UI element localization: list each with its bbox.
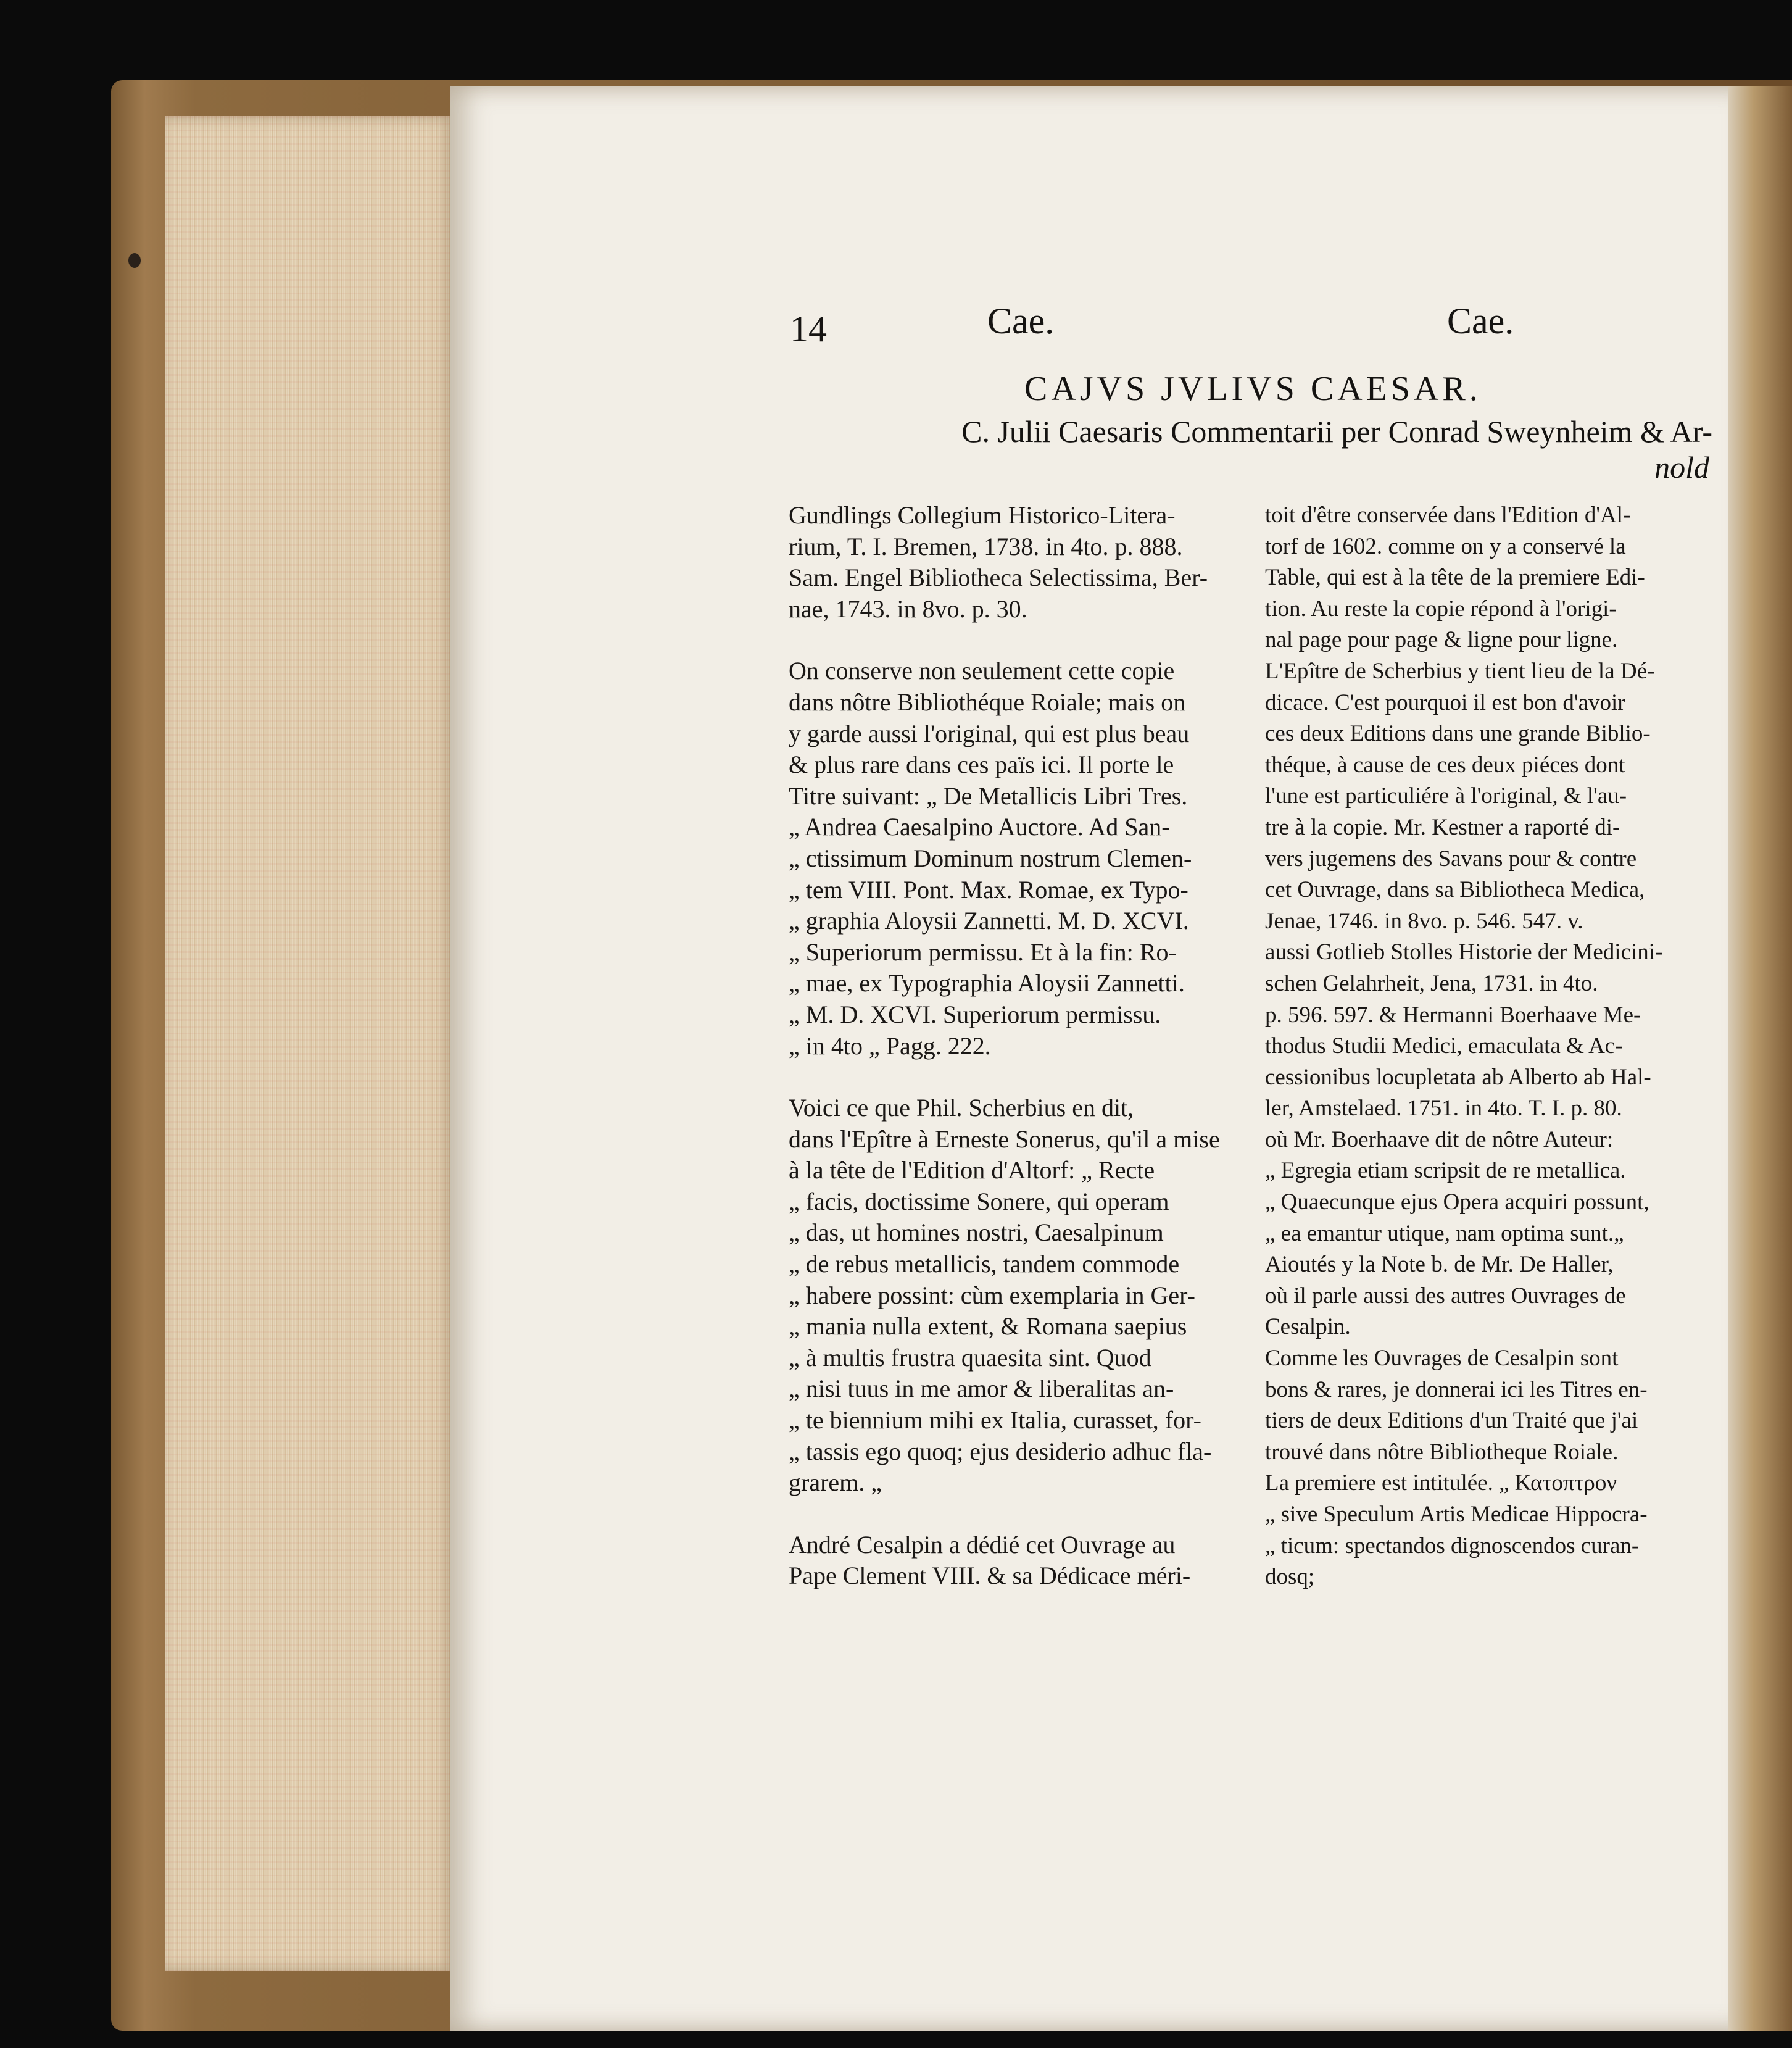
text-line: cet Ouvrage, dans sa Bibliotheca Medica, bbox=[1265, 877, 1645, 903]
left-text-column bbox=[789, 500, 1248, 1592]
text-line: où Mr. Boerhaave dit de nôtre Auteur: bbox=[1265, 1126, 1614, 1152]
text-line: „ das, ut homines nostri, Caesalpinum bbox=[789, 1218, 1164, 1247]
text-line: nae, 1743. in 8vo. p. 30. bbox=[789, 594, 1027, 623]
text-line: „ tem VIII. Pont. Max. Romae, ex Typo- bbox=[789, 875, 1188, 904]
text-line: dans l'Epître à Erneste Sonerus, qu'il a mise bbox=[789, 1125, 1220, 1153]
text-line: „ sive Speculum Artis Medicae Hippocra- bbox=[1265, 1502, 1648, 1527]
text-line: grarem. „ bbox=[789, 1468, 882, 1497]
text-line: tion. Au reste la copie répond à l'origi- bbox=[1265, 596, 1617, 622]
text-line: bons & rares, je donnerai ici les Titres en- bbox=[1265, 1376, 1648, 1402]
text-line: Cesalpin. bbox=[1265, 1314, 1351, 1340]
text-line bbox=[789, 625, 1248, 656]
page-stack-edge bbox=[165, 116, 455, 1971]
page-number: 14 bbox=[790, 309, 827, 349]
facing-page-edge bbox=[1728, 86, 1792, 2031]
text-line: & plus rare dans ces païs ici. Il porte le bbox=[789, 751, 1174, 779]
text-line: „ Superiorum permissu. Et à la fin: Ro- bbox=[789, 938, 1177, 966]
text-line: cessionibus locupletata ab Alberto ab Hal- bbox=[1265, 1064, 1651, 1090]
text-line: ces deux Editions dans une grande Biblio- bbox=[1265, 721, 1651, 747]
text-line: „ à multis frustra quaesita sint. Quod bbox=[789, 1343, 1151, 1372]
text-line: trouvé dans nôtre Bibliotheque Roiale. bbox=[1265, 1439, 1619, 1465]
text-line: Comme les Ouvrages de Cesalpin sont bbox=[1265, 1346, 1619, 1372]
text-line: „ de rebus metallicis, tandem commode bbox=[789, 1250, 1180, 1278]
text-line: „ ticum: spectandos dignoscendos curan- bbox=[1265, 1533, 1640, 1559]
text-line: „ mania nulla extent, & Romana saepius bbox=[789, 1312, 1187, 1341]
text-line: ler, Amstelaed. 1751. in 4to. T. I. p. 80. bbox=[1265, 1096, 1622, 1122]
text-line: Titre suivant: „ De Metallicis Libri Tres. bbox=[789, 781, 1188, 810]
text-line: Sam. Engel Bibliotheca Selectissima, Ber- bbox=[789, 564, 1208, 592]
text-line: Voici ce que Phil. Scherbius en dit, bbox=[789, 1094, 1134, 1122]
text-line: vers jugemens des Savans pour & contre bbox=[1265, 846, 1637, 872]
text-line: rium, T. I. Bremen, 1738. in 4to. p. 888. bbox=[789, 532, 1183, 560]
text-line: „ te biennium mihi ex Italia, curasset, for- bbox=[789, 1406, 1201, 1434]
binding-mark bbox=[128, 253, 141, 268]
text-line: L'Epître de Scherbius y tient lieu de la Dé- bbox=[1265, 658, 1655, 684]
text-line: „ M. D. XCVI. Superiorum permissu. bbox=[789, 1000, 1161, 1028]
text-line: toit d'être conservée dans l'Edition d'Al- bbox=[1265, 502, 1631, 528]
text-line: „ mae, ex Typographia Aloysii Zannetti. bbox=[789, 969, 1185, 997]
entry-subtitle: C. Julii Caesaris Commentarii per Conrad Sweynheim & Ar- bbox=[961, 414, 1712, 449]
text-line: „ ea emantur utique, nam optima sunt.„ bbox=[1265, 1220, 1624, 1246]
text-line: „ habere possint: cùm exemplaria in Ger- bbox=[789, 1281, 1195, 1309]
text-line: Jenae, 1746. in 8vo. p. 546. 547. v. bbox=[1265, 908, 1583, 934]
text-line: schen Gelahrheit, Jena, 1731. in 4to. bbox=[1265, 970, 1598, 996]
text-line: nal page pour page & ligne pour ligne. bbox=[1265, 627, 1618, 653]
text-line: Table, qui est à la tête de la premiere Edi- bbox=[1265, 565, 1645, 591]
entry-subtitle-continued: nold bbox=[1654, 450, 1709, 485]
text-line: „ graphia Aloysii Zannetti. M. D. XCVI. bbox=[789, 907, 1189, 935]
text-line: Aioutés y la Note b. de Mr. De Haller, bbox=[1265, 1252, 1614, 1278]
text-line: André Cesalpin a dédié cet Ouvrage au bbox=[789, 1530, 1176, 1559]
right-text-column bbox=[1265, 500, 1729, 1593]
text-line: La premiere est intitulée. „ Κατοπτρον bbox=[1265, 1470, 1617, 1496]
text-line: „ Quaecunque ejus Opera acquiri possunt, bbox=[1265, 1189, 1649, 1215]
text-line: l'une est particuliére à l'original, & l'au- bbox=[1265, 783, 1627, 809]
text-line: „ in 4to „ Pagg. 222. bbox=[789, 1031, 991, 1060]
text-line: où il parle aussi des autres Ouvrages de bbox=[1265, 1283, 1626, 1309]
text-line: dicace. C'est pourquoi il est bon d'avoir bbox=[1265, 689, 1625, 715]
text-line: dosq; bbox=[1265, 1564, 1315, 1590]
text-line: y garde aussi l'original, qui est plus beau bbox=[789, 719, 1190, 747]
text-line bbox=[789, 1499, 1248, 1530]
text-line: thodus Studii Medici, emaculata & Ac- bbox=[1265, 1033, 1623, 1059]
text-line: aussi Gotlieb Stolles Historie der Medicini- bbox=[1265, 939, 1663, 965]
text-line: tiers de deux Editions d'un Traité que j'ai bbox=[1265, 1408, 1638, 1434]
text-line: „ facis, doctissime Sonere, qui operam bbox=[789, 1187, 1169, 1215]
text-line: tre à la copie. Mr. Kestner a raporté di- bbox=[1265, 814, 1620, 840]
running-head-right: Cae. bbox=[1447, 301, 1514, 341]
text-line: à la tête de l'Edition d'Altorf: „ Recte bbox=[789, 1156, 1155, 1184]
text-line: théque, à cause de ces deux piéces dont bbox=[1265, 752, 1625, 778]
text-line: dans nôtre Bibliothéque Roiale; mais on bbox=[789, 688, 1186, 716]
text-line: p. 596. 597. & Hermanni Boerhaave Me- bbox=[1265, 1002, 1641, 1028]
text-line: „ ctissimum Dominum nostrum Clemen- bbox=[789, 844, 1192, 872]
text-line: „ nisi tuus in me amor & liberalitas an- bbox=[789, 1375, 1174, 1403]
text-line: Gundlings Collegium Historico-Litera- bbox=[789, 501, 1176, 529]
text-line: „ Egregia etiam scripsit de re metallica. bbox=[1265, 1158, 1626, 1184]
text-line bbox=[789, 1062, 1248, 1093]
running-head-left: Cae. bbox=[987, 301, 1055, 341]
text-line: Pape Clement VIII. & sa Dédicace méri- bbox=[789, 1562, 1191, 1590]
text-line: torf de 1602. comme on y a conservé la bbox=[1265, 533, 1626, 559]
text-line: „ tassis ego quoq; ejus desiderio adhuc fla- bbox=[789, 1437, 1212, 1465]
text-line: On conserve non seulement cette copie bbox=[789, 657, 1175, 685]
text-line: „ Andrea Caesalpino Auctore. Ad San- bbox=[789, 813, 1170, 841]
entry-title: CAJVS JVLIVS CAESAR. bbox=[1024, 370, 1482, 408]
